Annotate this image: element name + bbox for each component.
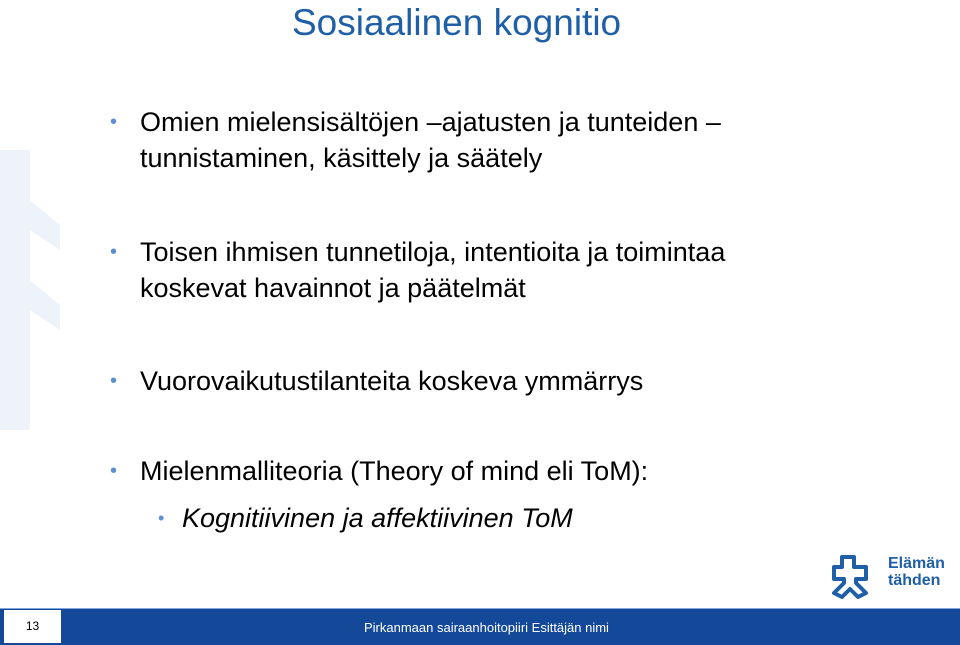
- bullet-item: [110, 104, 721, 176]
- bullet-dot-icon: •: [110, 460, 118, 482]
- footer-text: Pirkanmaan sairaanhoitopiiri Esittäjän nimi: [364, 620, 609, 635]
- logo-line1: Elämän: [888, 555, 945, 572]
- sub-bullet-dot-icon: •: [158, 508, 165, 528]
- bullet-line: tunnistaminen, käsittely ja säätely: [140, 143, 543, 173]
- watermark-graphic: [0, 140, 60, 440]
- sub-bullet-text: Kognitiivinen ja affektiivinen ToM: [182, 503, 573, 533]
- bullet-dot-icon: •: [110, 111, 118, 133]
- slide-title: Sosiaalinen kognitio: [292, 2, 622, 43]
- bullet-dot-icon: •: [110, 241, 118, 263]
- bullet-line: Mielenmalliteoria (Theory of mind eli ToM):: [140, 456, 649, 486]
- bullet-item: [110, 363, 643, 399]
- bullet-dot-icon: •: [110, 370, 118, 392]
- bullet-item: [110, 453, 648, 489]
- bullet-line: Toisen ihmisen tunnetiloja, intentioita ja toimintaa: [140, 237, 726, 267]
- page-number: 13: [4, 610, 61, 643]
- bullet-line: koskevat havainnot ja päätelmät: [140, 273, 526, 303]
- bullet-line: Omien mielensisältöjen –ajatusten ja tunteiden –: [140, 107, 721, 137]
- logo-text: [888, 555, 945, 589]
- bullet-item: [110, 234, 725, 306]
- bullet-line: Vuorovaikutustilanteita koskeva ymmärrys: [140, 366, 644, 396]
- logo-line2: tähden: [888, 572, 941, 589]
- sub-bullet-item: [158, 500, 573, 536]
